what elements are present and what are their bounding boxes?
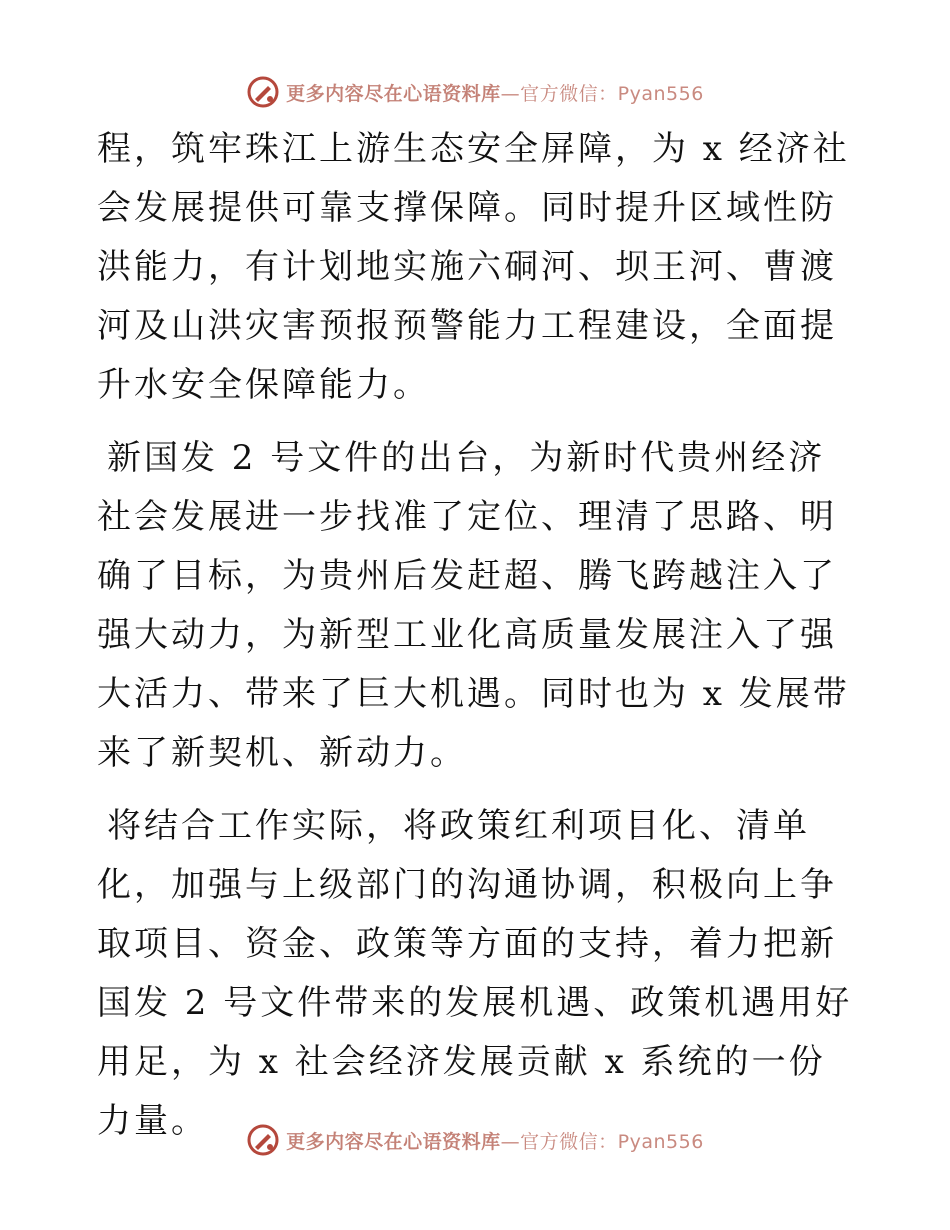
watermark-sub: 官方微信：Pyan556 bbox=[520, 1130, 704, 1153]
pen-seal-logo-icon bbox=[246, 1123, 280, 1157]
paragraph-3: 将结合工作实际，将政策红利项目化、清单化，加强与上级部门的沟通协调，积极向上争取项目、资金、政策等方面的支持，着力把新国发 2 号文件带来的发展机遇、政策机遇用好用足，为 x 社会经济发展贡献 x 系统的一份力量。 bbox=[97, 806, 853, 1141]
paragraph-1: 程，筑牢珠江上游生态安全屏障，为 x 经济社会发展提供可靠支撑保障。同时提升区域性防洪能力，有计划地实施六硐河、坝王河、曹渡河及山洪灾害预报预警能力工程建设，全面提升水安全保障能力。 bbox=[97, 129, 850, 405]
watermark-dash: — bbox=[500, 82, 521, 105]
watermark-main: 更多内容尽在心语资料库 bbox=[286, 82, 501, 105]
watermark-sub: 官方微信：Pyan556 bbox=[520, 82, 704, 105]
watermark-dash: — bbox=[500, 1130, 521, 1153]
watermark-main: 更多内容尽在心语资料库 bbox=[286, 1130, 501, 1153]
pen-seal-logo-icon bbox=[246, 75, 280, 109]
footer-watermark bbox=[0, 1120, 950, 1160]
document-body bbox=[97, 120, 857, 1151]
paragraph-2: 新国发 2 号文件的出台，为新时代贵州经济社会发展进一步找准了定位、理清了思路、明确了目标，为贵州后发赶超、腾飞跨越注入了强大动力，为新型工业化高质量发展注入了强大活力、带来了巨大机遇。同时也为 x 发展带来了新契机、新动力。 bbox=[97, 438, 850, 773]
header-watermark bbox=[0, 72, 950, 112]
watermark-text bbox=[286, 1127, 704, 1154]
watermark-text bbox=[286, 79, 704, 106]
